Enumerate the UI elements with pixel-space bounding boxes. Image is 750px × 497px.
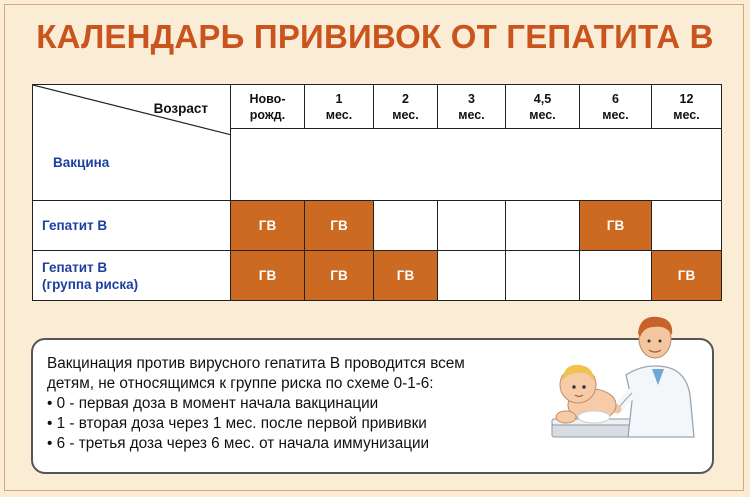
- note-intro-line: Вакцинация против вирусного гепатита В проводится всем: [47, 355, 465, 372]
- row-label: Гепатит В: [33, 201, 231, 251]
- schedule-cell: [652, 201, 722, 251]
- column-header-age: 2 мес.: [374, 85, 438, 129]
- schedule-cell: [506, 201, 580, 251]
- schedule-cell: ГВ: [374, 251, 438, 301]
- table-row: [33, 251, 722, 301]
- vaccination-schedule-table: [32, 84, 722, 301]
- doctor-baby-illustration: [548, 305, 716, 455]
- table-corner-header: [33, 85, 231, 201]
- column-header-age: 6 мес.: [580, 85, 652, 129]
- note-list-item: • 0 - первая доза в момент начала вакцинации: [47, 395, 379, 412]
- column-header-age: 1 мес.: [305, 85, 374, 129]
- column-header-age: 3 мес.: [438, 85, 506, 129]
- note-list-item: • 6 - третья доза через 6 мес. от начала иммунизации: [47, 435, 430, 452]
- note-intro-line: детям, не относящимся к группе риска по схеме 0-1-6:: [47, 375, 434, 392]
- table-row: [33, 201, 722, 251]
- column-header-age: 4,5 мес.: [506, 85, 580, 129]
- note-list-item: • 1 - вторая доза через 1 мес. после первой прививки: [47, 415, 427, 432]
- schedule-cell: ГВ: [231, 201, 305, 251]
- schedule-cell: ГВ: [580, 201, 652, 251]
- schedule-cell: [374, 201, 438, 251]
- age-header-label: Возраст: [153, 101, 208, 116]
- empty-header-area: [231, 129, 722, 201]
- schedule-cell: [438, 251, 506, 301]
- schedule-cell: [438, 201, 506, 251]
- schedule-cell: [506, 251, 580, 301]
- column-header-age: Ново- рожд.: [231, 85, 305, 129]
- info-note-text: [47, 354, 567, 454]
- schedule-cell: ГВ: [652, 251, 722, 301]
- schedule-cell: ГВ: [231, 251, 305, 301]
- page-title: КАЛЕНДАРЬ ПРИВИВОК ОТ ГЕПАТИТА В: [36, 18, 714, 55]
- schedule-cell: ГВ: [305, 251, 374, 301]
- schedule-cell: ГВ: [305, 201, 374, 251]
- schedule-cell: [580, 251, 652, 301]
- column-header-age: 12 мес.: [652, 85, 722, 129]
- row-label: Гепатит В (группа риска): [33, 251, 231, 301]
- vaccine-header-label: Вакцина: [53, 155, 110, 170]
